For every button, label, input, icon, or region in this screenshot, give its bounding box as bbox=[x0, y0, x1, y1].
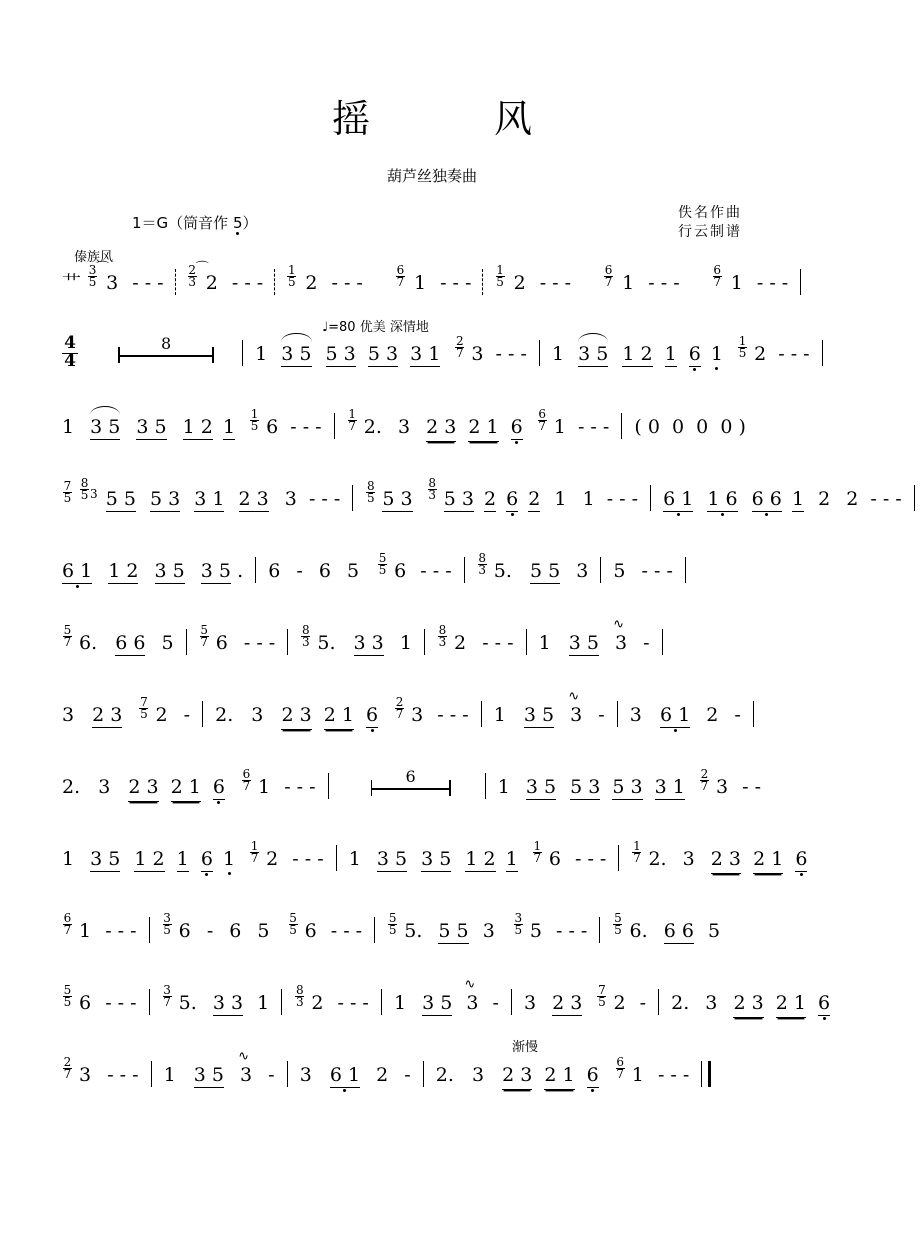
tempo-mark: ♩=80 优美 深情地 bbox=[322, 320, 429, 335]
sheet-music-page bbox=[0, 88, 902, 1246]
system-1 bbox=[52, 250, 812, 322]
system-2 bbox=[52, 322, 812, 394]
multi-measure-rest-2: 6 bbox=[371, 775, 451, 797]
system-10-notes: $\frac{6}{7}$ 1 - - - $\frac{3}{5}$ 6 - 6 5 $\frac{5}{5}$ 6 - - - $\frac{5}{5}$ 5. 5 5 3 $\frac{3}{5}$ 5 - - - $\frac{5}{5}$ 6. 6 6 5 bbox=[63, 911, 721, 942]
system-7 bbox=[52, 682, 812, 754]
system-1-notes: 艹 $\frac{3}{5}$ 3 ⌒ - - - $\frac{2}{3}$ 2 ⌒ - - - $\frac{1}{5}$ 2 - - - $\frac{6}{7}$ 1 - - - $\frac{1}{5}$ 2 - - - $\frac{6}{7}$ 1 - - - $\frac{6}{7}$ 1 - - - bbox=[62, 268, 822, 314]
style-mark: 傣族风 bbox=[74, 250, 114, 265]
time-signature: $\frac{4}{4}$ bbox=[62, 336, 78, 370]
system-6 bbox=[52, 610, 812, 682]
system-4 bbox=[52, 466, 902, 538]
credit-composer: 佚名作曲 bbox=[678, 205, 742, 221]
key-signature: 1＝G（筒音作 5） bbox=[132, 214, 258, 232]
page-title: 摇 风 bbox=[331, 97, 589, 141]
score bbox=[52, 250, 902, 1114]
system-4-notes: $\frac{7}{5}$ $^{\frac{8}{5} 3}$ 5 5 5 3 3 1 2 3 3 - - - $\frac{8}{5}$ 5 3 $^{\frac{8}{3}}$ 5 3 2 6 2 1 1 - - - 6 1 1 6 6 6 1 2 2 - - - bbox=[62, 484, 822, 530]
system-3 bbox=[52, 394, 812, 466]
system-9 bbox=[52, 826, 812, 898]
system-8 bbox=[52, 754, 812, 826]
system-2-notes: $\frac{4}{4}$ 8 1 3 5 5 3 5 3 3 1 $\frac{2}{7}$ 3 - - - 1 3 5 1 2 1 6 1 $\frac{1}{5}$ 2 - - - bbox=[62, 336, 822, 382]
system-9-notes: 1 3 5 1 2 1 6 1 $\frac{1}{7}$ 2 - - - 1 3 5 3 5 1 2 1 $\frac{1}{7}$ 6 - - - $\frac{1}{7}$ 2. 3 2 3 2 1 6 bbox=[62, 844, 822, 890]
system-7-notes: 3 2 3 $\frac{7}{5}$ 2 - 2. 3 2 3 2 1 6 $\frac{2}{7}$ 3 - - - 1 3 5 3 ∿ - 3 6 1 2 - bbox=[62, 700, 822, 746]
credits bbox=[678, 204, 742, 242]
subtitle: 葫芦丝独奏曲 bbox=[386, 167, 477, 185]
meta-row bbox=[0, 204, 864, 250]
ending-mark: 渐慢 bbox=[512, 1040, 539, 1055]
system-8-notes: 2. 3 2 3 2 1 6 $\frac{6}{7}$ 1 - - - 6 1 3 5 5 3 5 3 3 1 $\frac{2}{7}$ 3 - - bbox=[62, 772, 822, 818]
system-5-notes: 6 1 1 2 3 5 3 5 . 6 - 6 5 $\frac{5}{5}$ 6 - - - $\frac{8}{3}$ 5. 5 5 3 5 - - - bbox=[62, 556, 822, 602]
system-11 bbox=[52, 970, 831, 1042]
system-3-notes: 1 3 5 3 5 1 2 1 $\frac{1}{5}$ 6 - - - $\frac{1}{7}$ 2. 3 2 3 2 1 6 $\frac{6}{7}$ 1 - - - ( 0 0 0 0 ) bbox=[62, 412, 822, 458]
system-12 bbox=[52, 1042, 812, 1114]
system-10 bbox=[52, 898, 812, 970]
multi-measure-rest: 8 bbox=[118, 342, 214, 364]
credit-engraver: 行云制谱 bbox=[678, 224, 742, 240]
system-5 bbox=[52, 538, 812, 610]
system-11-notes: $\frac{5}{5}$ 6 - - - $\frac{3}{7}$ 5. 3 3 1 $\frac{8}{3}$ 2 - - - 1 3 5 3 ∿ - 3 2 3 $\frac{7}{5}$ 2 - 2. 3 2 3 2 1 6 bbox=[62, 988, 822, 1034]
system-12-notes: $\frac{2}{7}$ 3 - - - 1 3 5 3 ∿ - 3 6 1 2 - 2. 3 2 3 2 1 6 $\frac{6}{7}$ 1 - - - bbox=[62, 1060, 822, 1106]
system-6-notes: $\frac{5}{7}$ 6. 6 6 5 $\frac{5}{7}$ 6 - - - $\frac{8}{3}$ 5. 3 3 1 $\frac{8}{3}$ 2 - - - 1 3 5 3 ∿ - bbox=[62, 628, 822, 674]
